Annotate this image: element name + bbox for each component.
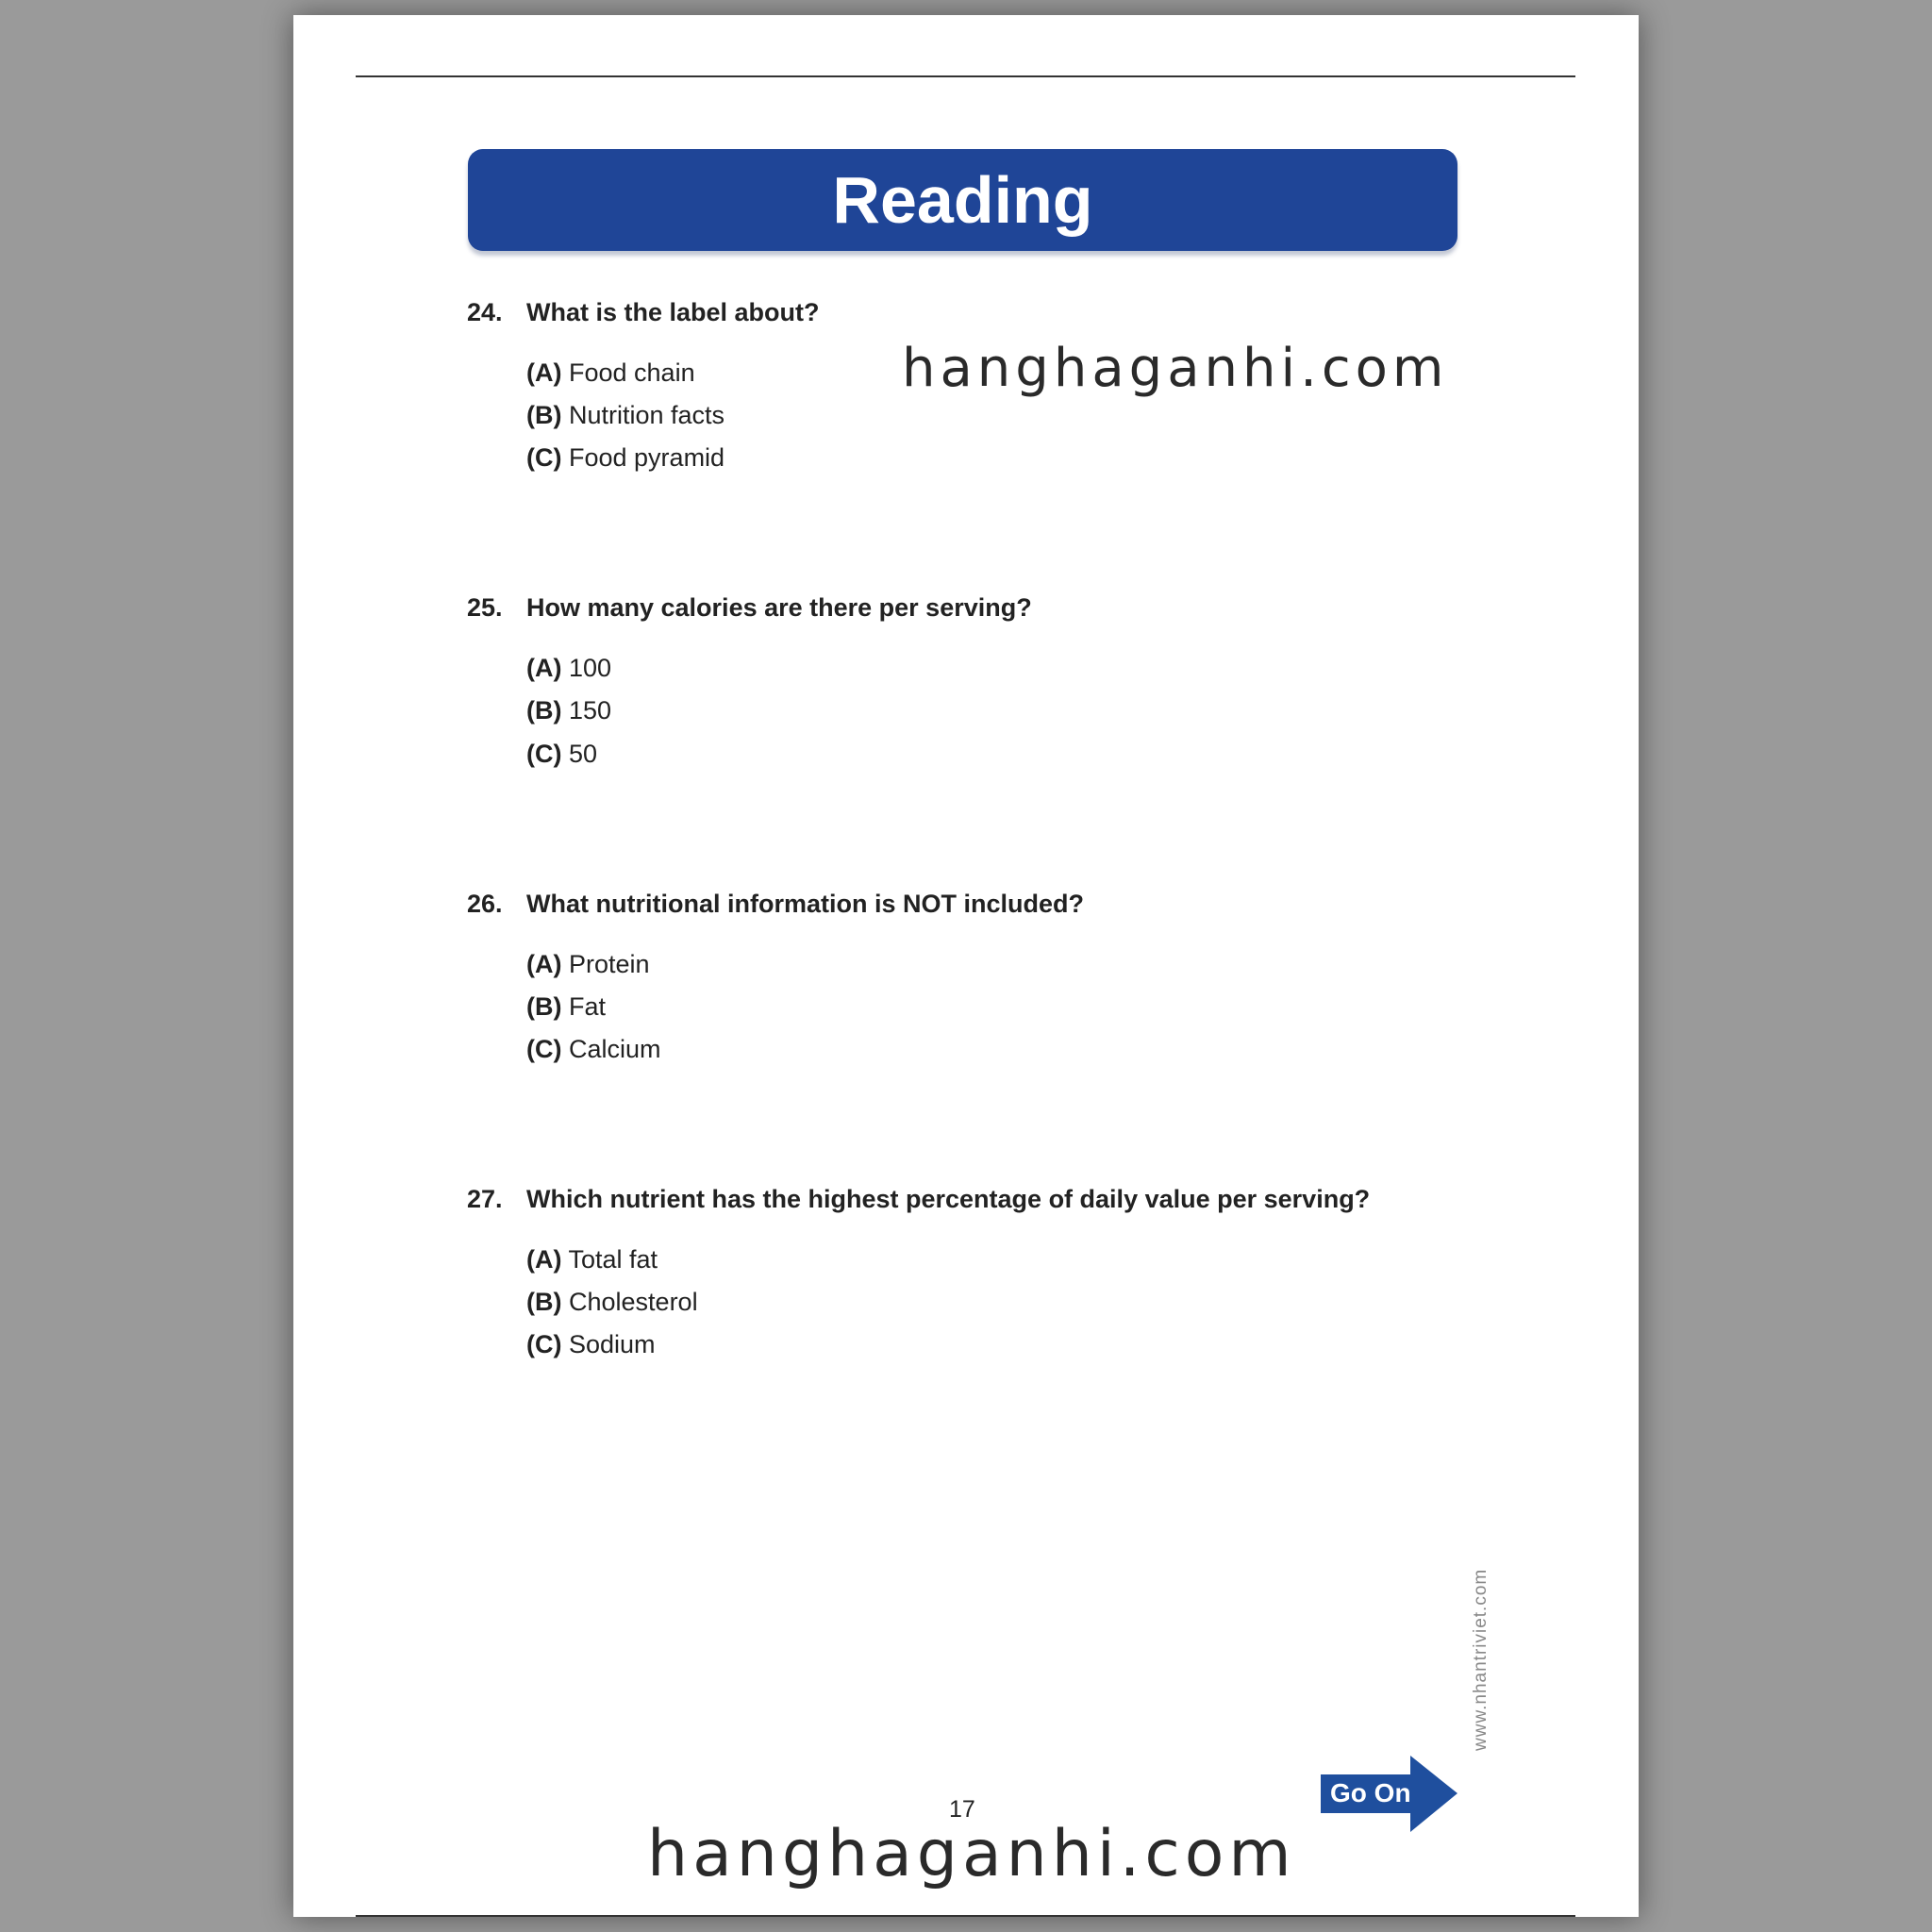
option-text: Calcium bbox=[569, 1035, 661, 1063]
option-text: 50 bbox=[569, 740, 598, 768]
question-text: What nutritional information is NOT included? bbox=[526, 890, 1084, 918]
publisher-url: www.nhantriviet.com bbox=[1471, 1568, 1491, 1751]
option-26-a[interactable] bbox=[526, 950, 650, 979]
bottom-rule bbox=[356, 1915, 1575, 1917]
option-letter: (A) bbox=[526, 654, 562, 682]
option-letter: (A) bbox=[526, 358, 562, 387]
option-24-b[interactable] bbox=[526, 401, 724, 430]
option-text: Protein bbox=[569, 950, 650, 978]
option-27-b[interactable] bbox=[526, 1288, 698, 1317]
question-text: What is the label about? bbox=[526, 298, 820, 326]
question-text: How many calories are there per serving? bbox=[526, 593, 1032, 622]
option-letter: (B) bbox=[526, 1288, 562, 1316]
question-25 bbox=[467, 593, 1032, 623]
question-24 bbox=[467, 298, 820, 327]
option-text: 100 bbox=[569, 654, 612, 682]
option-26-b[interactable] bbox=[526, 992, 606, 1022]
question-number: 26. bbox=[467, 890, 503, 918]
option-letter: (C) bbox=[526, 1035, 562, 1063]
top-rule bbox=[356, 75, 1575, 77]
option-letter: (C) bbox=[526, 443, 562, 472]
option-24-c[interactable] bbox=[526, 443, 724, 473]
section-title: Reading bbox=[832, 163, 1093, 237]
option-27-c[interactable] bbox=[526, 1330, 656, 1359]
option-letter: (B) bbox=[526, 401, 562, 429]
question-number: 25. bbox=[467, 593, 503, 622]
question-27 bbox=[467, 1185, 1370, 1214]
option-text: Fat bbox=[569, 992, 607, 1021]
option-text: Food chain bbox=[569, 358, 695, 387]
option-25-a[interactable] bbox=[526, 654, 611, 683]
option-letter: (C) bbox=[526, 740, 562, 768]
option-text: Cholesterol bbox=[569, 1288, 698, 1316]
question-text: Which nutrient has the highest percentage of daily value per serving? bbox=[526, 1185, 1371, 1213]
option-24-a[interactable] bbox=[526, 358, 695, 388]
question-26 bbox=[467, 890, 1084, 919]
section-banner bbox=[468, 149, 1457, 251]
watermark-top: hanghaganhi.com bbox=[902, 338, 1449, 399]
option-text: Nutrition facts bbox=[569, 401, 725, 429]
option-letter: (B) bbox=[526, 992, 562, 1021]
option-text: Total fat bbox=[568, 1245, 658, 1274]
go-on-arrow bbox=[1321, 1756, 1457, 1832]
option-25-c[interactable] bbox=[526, 740, 597, 769]
option-27-a[interactable] bbox=[526, 1245, 658, 1274]
option-25-b[interactable] bbox=[526, 696, 611, 725]
option-letter: (B) bbox=[526, 696, 562, 724]
option-letter: (A) bbox=[526, 1245, 562, 1274]
question-number: 24. bbox=[467, 298, 503, 326]
option-letter: (C) bbox=[526, 1330, 562, 1358]
watermark-bottom: hanghaganhi.com bbox=[647, 1817, 1296, 1891]
option-26-c[interactable] bbox=[526, 1035, 661, 1064]
go-on-label: Go On bbox=[1330, 1778, 1411, 1807]
document-page bbox=[293, 15, 1639, 1917]
option-letter: (A) bbox=[526, 950, 562, 978]
option-text: Sodium bbox=[569, 1330, 656, 1358]
option-text: 150 bbox=[569, 696, 612, 724]
question-number: 27. bbox=[467, 1185, 503, 1213]
option-text: Food pyramid bbox=[569, 443, 725, 472]
page-number: 17 bbox=[949, 1796, 975, 1823]
